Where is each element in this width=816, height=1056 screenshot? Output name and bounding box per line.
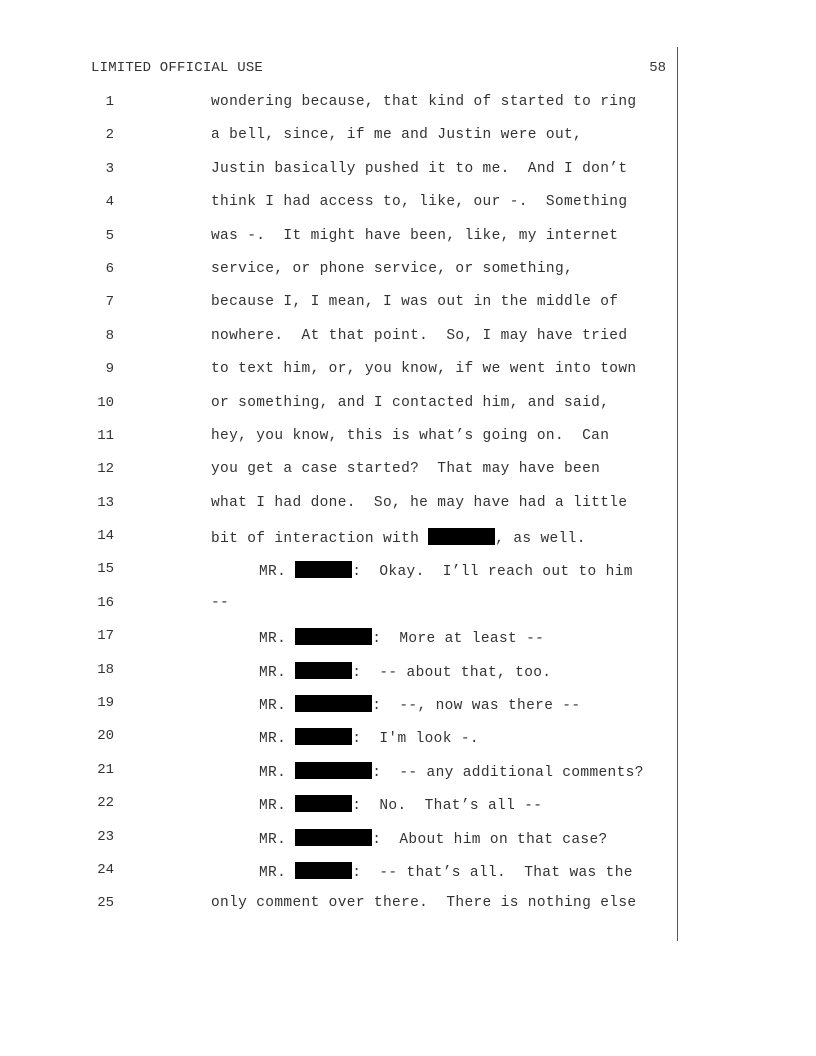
line-text: : -- about that, too. bbox=[352, 664, 552, 681]
line-text: Justin basically pushed it to me. And I don’t bbox=[211, 160, 628, 177]
transcript-line bbox=[0, 693, 680, 726]
line-number: 7 bbox=[105, 294, 114, 311]
line-number: 15 bbox=[97, 561, 114, 578]
line-number: 17 bbox=[97, 628, 114, 645]
transcript-line bbox=[0, 459, 680, 492]
redaction-box bbox=[295, 795, 352, 812]
transcript-line bbox=[0, 292, 680, 325]
speaker-line bbox=[259, 695, 580, 714]
transcript-line bbox=[0, 493, 680, 526]
line-text-after: , as well. bbox=[495, 531, 586, 548]
speaker-prefix: MR. bbox=[259, 631, 296, 648]
speaker-line bbox=[259, 628, 544, 647]
speaker-prefix: MR. bbox=[259, 764, 296, 781]
line-number: 24 bbox=[97, 861, 114, 878]
line-text: only comment over there. There is nothing else bbox=[211, 895, 637, 912]
line-number: 10 bbox=[97, 394, 114, 411]
transcript-line bbox=[0, 226, 680, 259]
speaker-prefix: MR. bbox=[259, 698, 296, 715]
line-text: or something, and I contacted him, and said, bbox=[211, 394, 610, 411]
line-number: 16 bbox=[97, 594, 114, 611]
transcript-lines bbox=[0, 92, 680, 927]
line-number: 1 bbox=[105, 94, 114, 110]
line-text: a bell, since, if me and Justin were out, bbox=[211, 127, 583, 144]
line-text bbox=[211, 528, 586, 547]
line-text: : -- that’s all. That was the bbox=[352, 864, 633, 881]
redaction-box bbox=[295, 695, 372, 712]
transcript-line bbox=[0, 426, 680, 459]
line-text-before: bit of interaction with bbox=[211, 531, 429, 548]
line-text: -- bbox=[211, 594, 230, 611]
speaker-line bbox=[259, 762, 644, 781]
redaction-box bbox=[295, 561, 352, 578]
transcript-line bbox=[0, 893, 680, 926]
page-number: 58 bbox=[649, 60, 666, 76]
line-text: nowhere. At that point. So, I may have tried bbox=[211, 327, 628, 344]
line-text: because I, I mean, I was out in the middle of bbox=[211, 294, 619, 311]
line-text: : No. That’s all -- bbox=[352, 798, 543, 815]
speaker-prefix: MR. bbox=[259, 731, 296, 748]
line-text: to text him, or, you know, if we went into town bbox=[211, 361, 637, 378]
transcript-line bbox=[0, 159, 680, 192]
transcript-line bbox=[0, 860, 680, 893]
transcript-line bbox=[0, 827, 680, 860]
speaker-line bbox=[259, 862, 633, 881]
line-number: 19 bbox=[97, 695, 114, 712]
line-number: 4 bbox=[105, 194, 114, 211]
transcript-line bbox=[0, 359, 680, 392]
redaction-box bbox=[295, 829, 372, 846]
transcript-line bbox=[0, 726, 680, 759]
transcript-line bbox=[0, 793, 680, 826]
line-number: 6 bbox=[105, 260, 114, 277]
redaction-box bbox=[295, 728, 352, 745]
speaker-line bbox=[259, 662, 551, 681]
speaker-prefix: MR. bbox=[259, 798, 296, 815]
line-number: 3 bbox=[105, 160, 114, 177]
redaction-box bbox=[295, 862, 352, 879]
line-number: 22 bbox=[97, 795, 114, 812]
transcript-line bbox=[0, 559, 680, 592]
transcript-line bbox=[0, 259, 680, 292]
transcript-line bbox=[0, 125, 680, 158]
transcript-line bbox=[0, 626, 680, 659]
speaker-prefix: MR. bbox=[259, 864, 296, 881]
line-number: 25 bbox=[97, 895, 114, 912]
line-number: 23 bbox=[97, 828, 114, 845]
line-text: wondering because, that kind of started to ring bbox=[211, 94, 637, 110]
line-text: service, or phone service, or something, bbox=[211, 260, 574, 277]
line-text: you get a case started? That may have been bbox=[211, 461, 601, 478]
speaker-line bbox=[259, 829, 608, 848]
speaker-line bbox=[259, 728, 479, 747]
line-number: 9 bbox=[105, 361, 114, 378]
line-number: 13 bbox=[97, 494, 114, 511]
speaker-prefix: MR. bbox=[259, 564, 296, 581]
line-text: : -- any additional comments? bbox=[372, 764, 644, 781]
redaction-box bbox=[295, 662, 352, 679]
line-text: hey, you know, this is what’s going on. Can bbox=[211, 427, 610, 444]
redaction-box bbox=[428, 528, 495, 545]
line-text: what I had done. So, he may have had a little bbox=[211, 494, 628, 511]
line-text: : Okay. I’ll reach out to him bbox=[352, 564, 633, 581]
transcript-line bbox=[0, 393, 680, 426]
transcript-line bbox=[0, 526, 680, 559]
transcript-line bbox=[0, 660, 680, 693]
line-number: 20 bbox=[97, 728, 114, 745]
transcript-line bbox=[0, 760, 680, 793]
classification-header: LIMITED OFFICIAL USE bbox=[91, 60, 264, 76]
line-number: 11 bbox=[97, 427, 114, 444]
redaction-box bbox=[295, 628, 372, 645]
line-number: 18 bbox=[97, 661, 114, 678]
transcript-line bbox=[0, 593, 680, 626]
speaker-prefix: MR. bbox=[259, 831, 296, 848]
line-text: think I had access to, like, our -. Something bbox=[211, 194, 628, 211]
line-text: : About him on that case? bbox=[372, 831, 608, 848]
transcript-line bbox=[0, 192, 680, 225]
speaker-line bbox=[259, 561, 633, 580]
line-text: was -. It might have been, like, my internet bbox=[211, 227, 619, 244]
line-number: 14 bbox=[97, 528, 114, 545]
transcript-line bbox=[0, 92, 680, 125]
speaker-line bbox=[259, 795, 542, 814]
line-number: 5 bbox=[105, 227, 114, 244]
line-text: : --, now was there -- bbox=[372, 698, 581, 715]
line-number: 21 bbox=[97, 761, 114, 778]
redaction-box bbox=[295, 762, 372, 779]
transcript-line bbox=[0, 326, 680, 359]
line-number: 2 bbox=[105, 127, 114, 144]
line-number: 12 bbox=[97, 461, 114, 478]
line-text: : More at least -- bbox=[372, 631, 545, 648]
line-number: 8 bbox=[105, 327, 114, 344]
speaker-prefix: MR. bbox=[259, 664, 296, 681]
line-text: : I'm look -. bbox=[352, 731, 479, 748]
